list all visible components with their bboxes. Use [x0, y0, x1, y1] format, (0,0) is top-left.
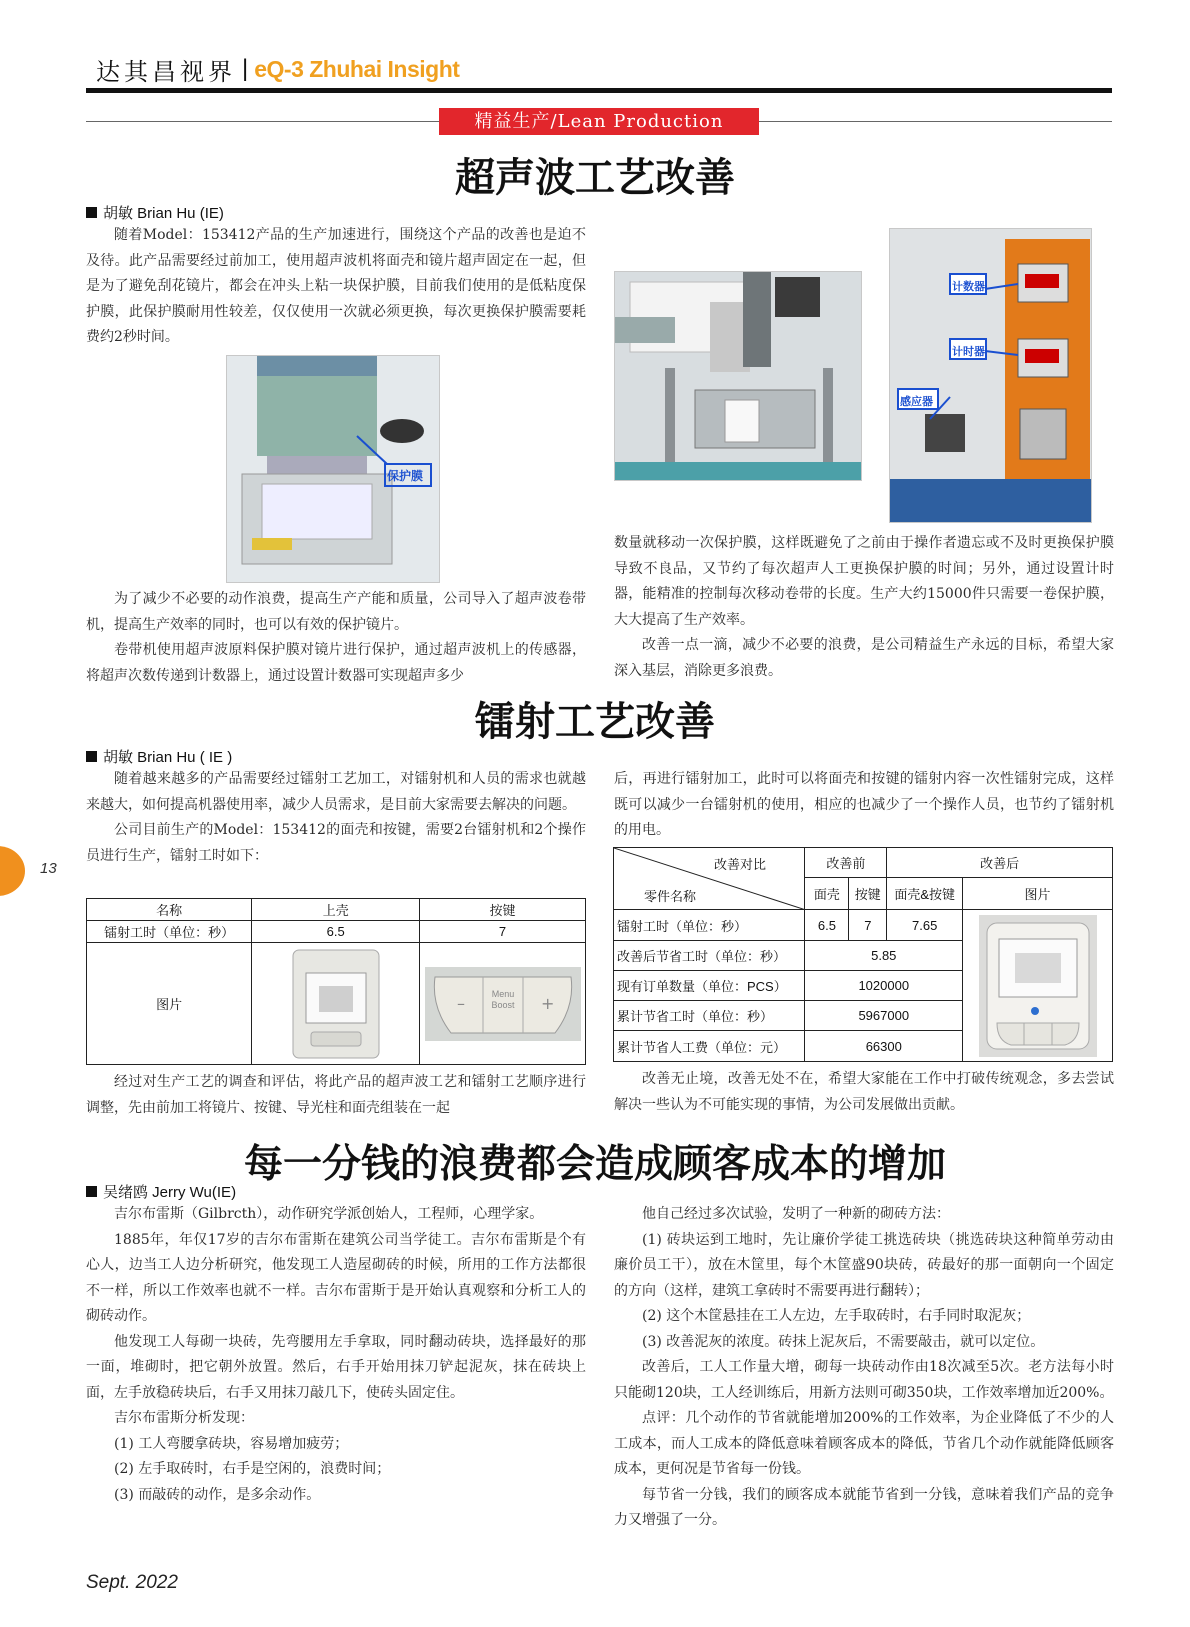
paragraph: 吉尔布雷斯分析发现： [114, 1410, 254, 1426]
paragraph: 数量就移动一次保护膜，这样既避免了之前由于操作者遗忘或不及时更换保护膜导致不良品，又节约了每次超声人工更换保护膜的时间；另外，通过设置计时器，能精准的控制每次移动卷带的长度。生产大约15000件只需要一卷保护膜，大大提高了生产效率。 [614, 535, 1114, 628]
protective-film-label: 保护膜 [387, 469, 424, 483]
paragraph: (3) 而敲砖的动作，是多余动作。 [114, 1486, 321, 1503]
table-cell: 镭射工时（单位：秒） [87, 921, 252, 943]
page-number: 13 [40, 860, 57, 877]
paragraph: (3) 改善泥灰的浓度。砖抹上泥灰后，不需要敲击，就可以定位。 [642, 1333, 1045, 1350]
paragraph: 随着越来越多的产品需要经过镭射工艺加工，对镭射机和人员的需求也就越来越大，如何提高机器使用率，减少人员需求，是目前大家需要去解决的问题。 [86, 771, 586, 813]
article3-col2 [614, 1202, 1114, 1534]
table-cell: 5967000 [805, 1001, 963, 1031]
byline-square-icon [86, 751, 97, 762]
paragraph: 经过对生产工艺的调查和评估，将此产品的超声波工艺和镭射工艺顺序进行调整，先由前加工将镜片、按键、导光柱和面壳组装在一起 [86, 1074, 586, 1116]
sub-header: 按键 [849, 878, 887, 910]
table-cell [963, 910, 1113, 1062]
article1-col2 [614, 531, 1114, 684]
assembled-product-photo [979, 915, 1097, 1057]
issue-date: Sept. 2022 [86, 1572, 178, 1593]
article2-col1-bottom [86, 1070, 586, 1121]
button-label: Menu Boost [491, 989, 515, 1010]
counter-label: 计数器 [952, 280, 985, 293]
paragraph: 点评：几个动作的节省就能增加200%的工作效率，为企业降低了不少的人工成本，而人工成本的降低意味着顾客成本的降低，节省几个动作就能降低顾客成本，更何况是节省每一份钱。 [614, 1410, 1114, 1477]
paragraph: 公司目前生产的Model：153412的面壳和按键，需要2台镭射机和2个操作员进行生产，镭射工时如下： [86, 822, 586, 864]
table-header: 名称 [87, 899, 252, 921]
article2-col1-top [86, 767, 586, 869]
article2-title: 镭射工艺改善 [475, 698, 715, 745]
sub-header: 面壳&按键 [887, 878, 963, 910]
table-header: 按键 [420, 899, 586, 921]
paragraph: (1) 工人弯腰拿砖块，容易增加疲劳； [114, 1435, 349, 1452]
paragraph: 他自己经过多次试验，发明了一种新的砌砖方法： [642, 1206, 950, 1222]
masthead-english: eQ-3 Zhuhai Insight [254, 55, 460, 82]
paragraph: 1885年，年仅17岁的吉尔布雷斯在建筑公司当学徒工。吉尔布雷斯是个有心人，边当工人边分析研究，他发现工人造屋砌砖的时候，所用的工作方法都很不一样，所以工作效率也就不一样。吉尔布雷斯于是开始认真观察和分析工人的砌砖动作。 [86, 1231, 586, 1324]
byline-square-icon [86, 1186, 97, 1197]
table-cell: 6.5 [252, 921, 420, 943]
table-cell: 7 [420, 921, 586, 943]
row-label: 现有订单数量（单位：PCS） [614, 971, 805, 1001]
paragraph: (2) 左手取砖时，右手是空闲的，浪费时间； [114, 1461, 391, 1477]
paragraph: 改善一点一滴，减少不必要的浪费，是公司精益生产永远的目标，希望大家深入基层，消除更多浪费。 [614, 637, 1114, 679]
sensor-label: 感应器 [900, 395, 933, 408]
table-cell: 1020000 [805, 971, 963, 1001]
diagonal-header-cell [614, 848, 805, 910]
table-header: 上壳 [252, 899, 420, 921]
protective-film-photo [226, 355, 440, 583]
page-tab-marker [0, 846, 25, 896]
table-cell: 66300 [805, 1031, 963, 1062]
paragraph: 每节省一分钱，我们的顾客成本就能节省到一分钱，意味着我们产品的竞争力又增强了一分。 [614, 1486, 1114, 1528]
paragraph: 随着Model：153412产品的生产加速进行，围绕这个产品的改善也是迫不及待。此产品需要经过前加工，使用超声波机将面壳和镜片超声固定在一起，但是为了避免刮花镜片，都会在冲头上粘一块保护膜，目前我们使用的是低粘度保护膜，此保护膜耐用性较差，仅仅使用一次就必须更换，每次更换保护膜需要耗费约2秒时间。 [86, 227, 586, 345]
article2-col2-bottom [614, 1067, 1114, 1118]
article3-title: 每一分钱的浪费都会造成顾客成本的增加 [243, 1141, 946, 1187]
tape-winder-photo [614, 271, 862, 481]
corner-top-label: 改善对比 [714, 857, 767, 872]
article3-col1 [86, 1202, 586, 1508]
sub-header: 面壳 [805, 878, 849, 910]
section-tag: 精益生产/Lean Production [439, 108, 759, 135]
article1-col1-bottom [86, 587, 586, 689]
paragraph: 改善无止境，改善无处不在，希望大家能在工作中打破传统观念，多去尝试解决一些认为不可能实现的事情，为公司发展做出贡献。 [614, 1071, 1114, 1113]
table-cell [252, 943, 420, 1065]
paragraph: 后，再进行镭射加工，此时可以将面壳和按键的镭射内容一次性镭射完成，这样既可以减少一台镭射机的使用，相应的也减少了一个操作人员，也节约了镭射机的用电。 [614, 771, 1114, 838]
header-rule [86, 88, 1112, 93]
paragraph: 为了减少不必要的动作浪费，提高生产产能和质量，公司导入了超声波卷带机，提高生产效率的同时，也可以有效的保护镜片。 [86, 591, 586, 633]
table-cell [420, 943, 586, 1065]
article3-byline: 吴绪鸥 Jerry Wu(IE) [86, 1181, 236, 1202]
row-label: 改善后节省工时（单位：秒） [614, 941, 805, 971]
svg-text:–: – [456, 993, 465, 1013]
paragraph: 卷带机使用超声波原料保护膜对镜片进行保护，通过超声波机上的传感器，将超声次数传递到计数器上，通过设置计数器可实现超声多少 [86, 642, 586, 684]
byline-square-icon [86, 207, 97, 218]
masthead-separator: | [242, 55, 249, 82]
row-label: 镭射工时（单位：秒） [614, 910, 805, 941]
corner-bottom-label: 零件名称 [644, 889, 697, 904]
table-cell: 5.85 [805, 941, 963, 971]
control-panel-photo [889, 228, 1092, 523]
laser-time-table [86, 898, 586, 1065]
diagonal-line [614, 848, 806, 910]
masthead-chinese: 达其昌视界 [96, 57, 236, 86]
article1-byline: 胡敏 Brian Hu (IE) [86, 202, 224, 223]
article2-col2-top [614, 767, 1114, 844]
housing-photo [291, 948, 381, 1060]
masthead [96, 52, 459, 86]
row-label: 累计节省工时（单位：秒） [614, 1001, 805, 1031]
article1-col1-top [86, 223, 586, 351]
before-header: 改善前 [805, 848, 887, 878]
paragraph: 他发现工人每砌一块砖，先弯腰用左手拿取，同时翻动砖块，选择最好的那一面，堆砌时，把它朝外放置。然后，右手开始用抹刀铲起泥灰，抹在砖块上面，左手放稳砖块后，右手又用抹刀敲几下，使砖头固定住。 [86, 1333, 586, 1401]
article1-title: 超声波工艺改善 [455, 154, 735, 201]
svg-text:+: + [540, 993, 554, 1013]
improvement-comparison-table [613, 847, 1113, 1062]
table-cell: 7.65 [887, 910, 963, 941]
table-cell: 图片 [87, 943, 252, 1065]
paragraph: 吉尔布雷斯（Gilbrcth），动作研究学派创始人，工程师，心理学家。 [114, 1206, 544, 1222]
article2-byline: 胡敏 Brian Hu ( IE ) [86, 746, 232, 767]
after-header: 改善后 [887, 848, 1113, 878]
table-cell: 7 [849, 910, 887, 941]
table-cell: 6.5 [805, 910, 849, 941]
paragraph: 改善后，工人工作量大增，砌每一块砖动作由18次减至5次。老方法每小时只能砌120块，工人经训练后，用新方法则可砌350块，工作效率增加近200%。 [614, 1359, 1114, 1401]
paragraph: (2) 这个木筐悬挂在工人左边，左手取砖时，右手同时取泥灰； [642, 1308, 1031, 1324]
paragraph: (1) 砖块运到工地时，先让廉价学徒工挑选砖块（挑选砖块这种简单劳动由廉价员工干），放在木筐里，每个木筐盛90块砖，砖最好的那一面朝向一个固定的方向（这样，建筑工拿砖时不需要再进行翻转）； [614, 1231, 1114, 1299]
timer-label: 计时器 [952, 345, 985, 358]
sub-header: 图片 [963, 878, 1113, 910]
row-label: 累计节省人工费（单位：元） [614, 1031, 805, 1062]
